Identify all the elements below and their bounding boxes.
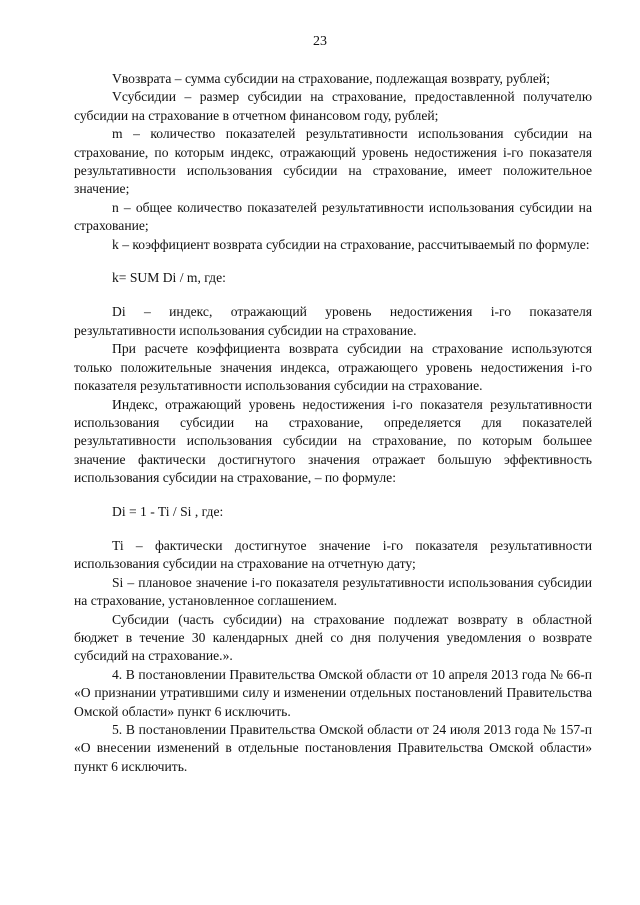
definition-v-return: Vвозврата – сумма субсидии на страхование, подлежащая возврату, рублей; (112, 71, 550, 86)
definition-m: m – количество показателей результативности использования субсидии на страхование, по которым индекс, отражающий уровень недостижения i-го показателя результативности использования субсидии на страхование, имеет положительное значение; (74, 126, 592, 197)
clause-5: 5. В постановлении Правительства Омской области от 24 июля 2013 года № 157-п «О внесении изменений в отдельные постановления Правительства Омской области» пункт 6 исключить. (74, 722, 592, 774)
definition-di: Di – индекс, отражающий уровень недостижения i-го показателя результативности использования субсидии на страхование. (74, 304, 592, 338)
formula-k: k= SUM Di / m, где: (112, 270, 226, 286)
paragraph-index-definition: Индекс, отражающий уровень недостижения i-го показателя результативности использования субсидии на страхование, определяется для показателей результативности использования субсидии на страхование, по которым большее значение фактически достигнутого значения отражает большую эффективность использования субсидии на страхование, – по формуле: (74, 396, 592, 486)
clause-4: 4. В постановлении Правительства Омской области от 10 апреля 2013 года № 66-п «О признании утратившими силу и изменении отдельных постановлений Правительства Омской области» пункт 6 исключить. (74, 666, 592, 719)
paragraph-positive-values: При расчете коэффициента возврата субсидии на страхование используются только положительные значения индекса, отражающего уровень недостижения i-го показателя результативности использования субсидии на страхование. (74, 341, 592, 394)
definition-v-subsidy: Vсубсидии – размер субсидии на страхование, предоставленной получателю субсидии на страхование в отчетном финансовом году, рублей; (74, 89, 592, 123)
definition-n: n – общее количество показателей результативности использования субсидии на страхование; (74, 199, 592, 234)
formula-di: Di = 1 - Ti / Si , где: (112, 503, 224, 519)
definition-k: k – коэффициент возврата субсидии на страхование, рассчитываемый по формуле: (112, 236, 590, 252)
paragraph-return-deadline: Субсидии (часть субсидии) на страхование подлежат возврату в областной бюджет в течение 30 календарных дней со дня получения уведомления о возврате субсидий на страхование.». (74, 611, 592, 664)
document-body (74, 70, 592, 776)
definition-ti: Ti – фактически достигнутое значение i-го показателя результативности использования субсидии на страхование на отчетную дату; (74, 537, 592, 572)
page-number: 23 (313, 34, 327, 49)
definition-si: Si – плановое значение i-го показателя результативности использования субсидии на страхование, установленное соглашением. (74, 574, 592, 609)
